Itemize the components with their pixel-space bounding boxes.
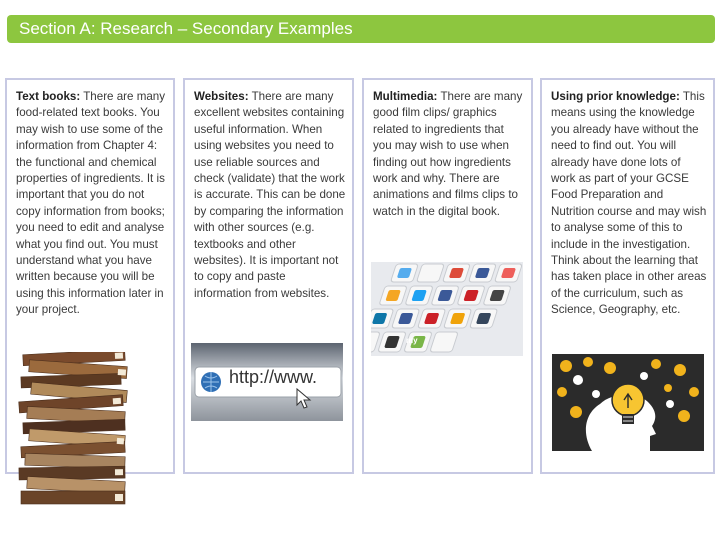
panel-text (373, 89, 525, 220)
panel-body: This means using the knowledge you already have without the need to find out. You will already have done lots of work as part of your GCSE Food Preparation and Nutrition course and may wish to analyse some of this to include in the investigation. Think about the learning that has taken place in other areas of the curriculum, such as Science, Geography, etc. (551, 90, 707, 317)
panel-heading: Text books: (16, 90, 81, 103)
myspace-key-label: my (406, 336, 418, 345)
panel-heading: Multimedia: (373, 90, 438, 103)
browser-address-bar-icon (191, 343, 343, 426)
panel-heading: Using prior knowledge: (551, 90, 680, 103)
page-title: Section A: Research – Secondary Examples (19, 19, 353, 38)
panel-heading: Websites: (194, 90, 249, 103)
panel-text (551, 89, 707, 319)
section-header-banner (7, 15, 715, 43)
panel-text (194, 89, 346, 302)
stack-of-books-icon (15, 352, 135, 517)
social-media-keyboard-icon (371, 262, 523, 361)
panel-body: There are many food-related text books. You may wish to use some of the information from Chapter 4: the functional and chemical properties of ingredients. It is important that you do not copy information from books; you need to edit and analyse what you find out. You must understand what you have written because you will be using this information later in your project. (16, 90, 166, 317)
panel-body: There are many good film clips/ graphics related to ingredients that you may wish to use when finding out how ingredients work and why. There are animations and films clips to watch in the digital book. (373, 90, 523, 218)
panel-body: There are many excellent websites containing useful information. When using websites you need to use reliable sources and check (validate) that the work is accurate. This can be done by comparing the information with other sources (e.g. textbooks and other websites). It is important not to copy and paste information from websites. (194, 90, 346, 300)
panel-text (16, 89, 167, 319)
url-text: http://www. (229, 367, 318, 387)
head-lightbulb-icon (552, 354, 704, 456)
